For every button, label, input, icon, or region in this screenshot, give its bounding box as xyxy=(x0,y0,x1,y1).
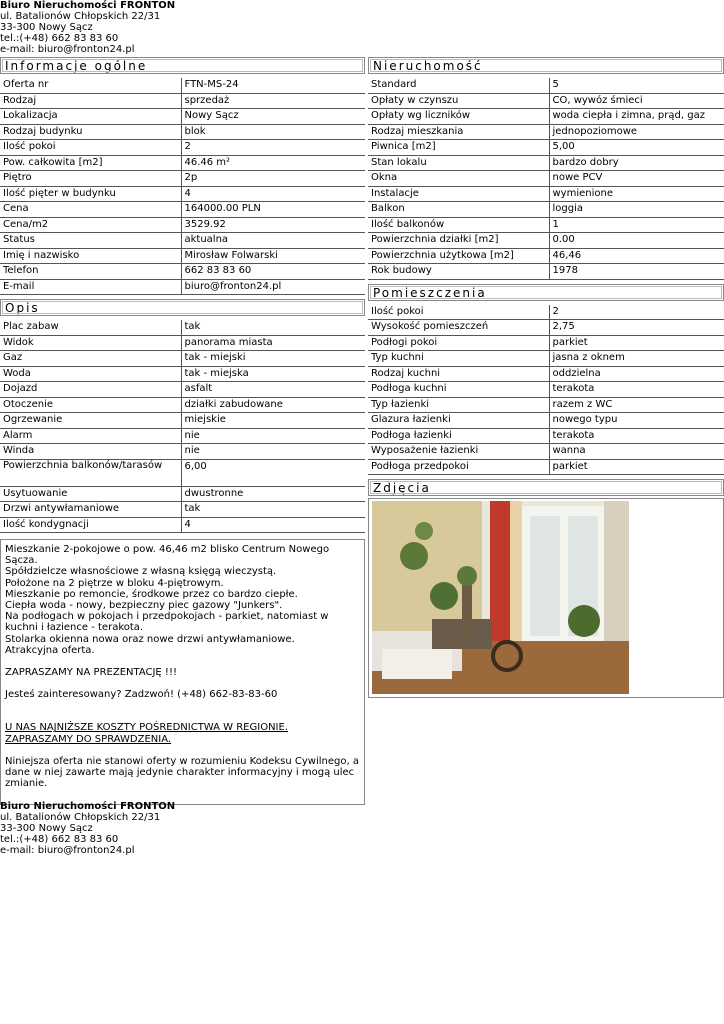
row-label: Ilość pięter w budynku xyxy=(0,186,181,202)
row-label: Lokalizacja xyxy=(0,109,181,125)
table-row xyxy=(368,233,724,249)
table-row xyxy=(368,93,724,109)
row-label: Alarm xyxy=(0,428,181,444)
row-label: Stan lokalu xyxy=(368,155,549,171)
description-line: Spółdzielcze własnościowe z własną księgą wieczystą. xyxy=(5,566,277,578)
table-row xyxy=(0,124,365,140)
description-line: Stolarka okienna nowa oraz nowe drzwi antywłamaniowe. xyxy=(5,633,295,645)
table-row xyxy=(368,140,724,156)
row-value: 4 xyxy=(181,186,365,202)
row-value: 2,75 xyxy=(549,320,724,336)
table-row xyxy=(0,186,365,202)
description-line: Ciepła woda - nowy, bezpieczny piec gazowy "Junkers". xyxy=(5,600,283,612)
description-line: Mieszkanie 2-pokojowe o pow. 46,46 m2 blisko Centrum Nowego Sącza. xyxy=(5,544,330,567)
opis-table xyxy=(0,320,365,533)
row-value: nie xyxy=(181,428,365,444)
row-value: nie xyxy=(181,444,365,460)
row-value: 2p xyxy=(181,171,365,187)
table-row xyxy=(368,109,724,125)
table-row xyxy=(368,124,724,140)
table-row xyxy=(368,171,724,187)
table-row xyxy=(368,217,724,233)
table-row xyxy=(0,459,365,486)
table-row xyxy=(368,202,724,218)
section-opis-title: Opis xyxy=(0,299,365,316)
footer-agency-street: ul. Batalionów Chłopskich 22/31 xyxy=(0,812,161,823)
row-value: wanna xyxy=(549,444,724,460)
rooms-table xyxy=(368,305,724,476)
table-row xyxy=(0,413,365,429)
section-property-title: Nieruchomość xyxy=(368,57,724,74)
row-label: Wyposażenie łazienki xyxy=(368,444,549,460)
table-row xyxy=(0,444,365,460)
agency-phone: tel.:(+48) 662 83 83 60 xyxy=(0,33,119,44)
section-general-title: Informacje ogólne xyxy=(0,57,365,74)
row-value: 1 xyxy=(549,217,724,233)
row-value: 2 xyxy=(181,140,365,156)
table-row xyxy=(0,217,365,233)
table-row xyxy=(368,382,724,398)
invite-text: ZAPRASZAMY NA PREZENTACJĘ !!! xyxy=(5,667,177,679)
row-value: nowe PCV xyxy=(549,171,724,187)
row-label: Gaz xyxy=(0,351,181,367)
call-text: Jesteś zainteresowany? Zadzwoń! (+48) 662-83-83-60 xyxy=(5,689,278,701)
table-row xyxy=(0,397,365,413)
row-value: 4 xyxy=(181,517,365,533)
row-label: Status xyxy=(0,233,181,249)
row-value: woda ciepła i zimna, prąd, gaz xyxy=(549,109,724,125)
row-label: Rodzaj kuchni xyxy=(368,366,549,382)
table-row xyxy=(0,320,365,335)
footer-agency-email: e-mail: biuro@fronton24.pl xyxy=(0,845,135,856)
row-label: Powierzchnia działki [m2] xyxy=(368,233,549,249)
row-value: jednopoziomowe xyxy=(549,124,724,140)
row-value: terakota xyxy=(549,382,724,398)
table-row xyxy=(368,397,724,413)
footer-agency-city: 33-300 Nowy Sącz xyxy=(0,823,93,834)
row-label: Piwnica [m2] xyxy=(368,140,549,156)
table-row xyxy=(368,186,724,202)
table-row xyxy=(0,366,365,382)
property-table xyxy=(368,78,724,280)
table-row xyxy=(0,233,365,249)
row-label: Woda xyxy=(0,366,181,382)
table-row xyxy=(0,78,365,93)
row-label: Usytuowanie xyxy=(0,486,181,502)
row-value: 164000.00 PLN xyxy=(181,202,365,218)
row-label: Rodzaj xyxy=(0,93,181,109)
row-label: Podłoga przedpokoi xyxy=(368,459,549,475)
row-value: FTN-MS-24 xyxy=(181,78,365,93)
agency-name: Biuro Nieruchomości FRONTON xyxy=(0,0,176,11)
table-row xyxy=(368,264,724,280)
living-room-photo[interactable] xyxy=(372,501,629,694)
description-line: Atrakcyjna oferta. xyxy=(5,644,95,656)
row-label: Balkon xyxy=(368,202,549,218)
section-photos-title: Zdjęcia xyxy=(368,479,724,496)
agency-header xyxy=(0,0,300,55)
row-label: Drzwi antywłamaniowe xyxy=(0,502,181,518)
row-label: Powierzchnia użytkowa [m2] xyxy=(368,248,549,264)
row-value: 3529.92 xyxy=(181,217,365,233)
table-row xyxy=(0,109,365,125)
row-label: Cena/m2 xyxy=(0,217,181,233)
row-label: Podłoga kuchni xyxy=(368,382,549,398)
row-label: Glazura łazienki xyxy=(368,413,549,429)
row-label: Cena xyxy=(0,202,181,218)
row-label: Pow. całkowita [m2] xyxy=(0,155,181,171)
row-value: dwustronne xyxy=(181,486,365,502)
row-value: 0.00 xyxy=(549,233,724,249)
agency-city: 33-300 Nowy Sącz xyxy=(0,22,93,33)
row-label: Ogrzewanie xyxy=(0,413,181,429)
row-value: Nowy Sącz xyxy=(181,109,365,125)
promo-line-2: ZAPRASZAMY DO SPRAWDZENIA. xyxy=(5,733,172,745)
row-label: Winda xyxy=(0,444,181,460)
footer-agency-phone: tel.:(+48) 662 83 83 60 xyxy=(0,834,119,845)
table-row xyxy=(368,335,724,351)
row-value: 6,00 xyxy=(181,459,365,486)
row-value: 2 xyxy=(549,305,724,320)
row-label: Podłogi pokoi xyxy=(368,335,549,351)
table-row xyxy=(0,202,365,218)
row-value: 5 xyxy=(549,78,724,93)
row-value: bardzo dobry xyxy=(549,155,724,171)
row-label: Dojazd xyxy=(0,382,181,398)
row-label: Opłaty w czynszu xyxy=(368,93,549,109)
row-value: parkiet xyxy=(549,335,724,351)
row-label: Otoczenie xyxy=(0,397,181,413)
row-value: CO, wywóz śmieci xyxy=(549,93,724,109)
agency-street: ul. Batalionów Chłopskich 22/31 xyxy=(0,11,161,22)
row-value: sprzedaż xyxy=(181,93,365,109)
row-value: 5,00 xyxy=(549,140,724,156)
row-label: Oferta nr xyxy=(0,78,181,93)
row-label: Telefon xyxy=(0,264,181,280)
table-row xyxy=(0,351,365,367)
row-value: 46.46 m² xyxy=(181,155,365,171)
row-value: loggia xyxy=(549,202,724,218)
row-value: aktualna xyxy=(181,233,365,249)
row-value: asfalt xyxy=(181,382,365,398)
row-value: działki zabudowane xyxy=(181,397,365,413)
row-value: wymienione xyxy=(549,186,724,202)
row-value: tak - miejska xyxy=(181,366,365,382)
row-label: Rodzaj mieszkania xyxy=(368,124,549,140)
row-value: Mirosław Folwarski xyxy=(181,248,365,264)
row-label: Wysokość pomieszczeń xyxy=(368,320,549,336)
right-column xyxy=(368,57,724,698)
row-value: tak - miejski xyxy=(181,351,365,367)
row-label: Rok budowy xyxy=(368,264,549,280)
agency-footer xyxy=(0,801,300,856)
row-label: Imię i nazwisko xyxy=(0,248,181,264)
table-row xyxy=(368,366,724,382)
row-value: blok xyxy=(181,124,365,140)
table-row xyxy=(0,335,365,351)
table-row xyxy=(0,382,365,398)
description-box xyxy=(0,539,365,805)
general-table xyxy=(0,78,365,295)
row-label: Opłaty wg liczników xyxy=(368,109,549,125)
table-row xyxy=(0,93,365,109)
description-text xyxy=(5,544,361,656)
row-value: oddzielna xyxy=(549,366,724,382)
section-rooms-title: Pomieszczenia xyxy=(368,284,724,301)
row-label: Plac zabaw xyxy=(0,320,181,335)
row-value: terakota xyxy=(549,428,724,444)
agency-email: e-mail: biuro@fronton24.pl xyxy=(0,44,135,55)
row-value: tak xyxy=(181,320,365,335)
table-row xyxy=(0,140,365,156)
table-row xyxy=(368,351,724,367)
row-value: parkiet xyxy=(549,459,724,475)
row-label: Piętro xyxy=(0,171,181,187)
row-label: Standard xyxy=(368,78,549,93)
description-line: Mieszkanie po remoncie, środkowe przez co bardzo ciepłe. xyxy=(5,588,298,600)
table-row xyxy=(0,171,365,187)
row-value: miejskie xyxy=(181,413,365,429)
row-value: biuro@fronton24.pl xyxy=(181,279,365,295)
table-row xyxy=(368,305,724,320)
table-row xyxy=(0,264,365,280)
row-value: tak xyxy=(181,502,365,518)
row-value: jasna z oknem xyxy=(549,351,724,367)
table-row xyxy=(0,517,365,533)
row-label: Rodzaj budynku xyxy=(0,124,181,140)
table-row xyxy=(368,428,724,444)
row-label: Ilość balkonów xyxy=(368,217,549,233)
row-label: Powierzchnia balkonów/tarasów xyxy=(0,459,181,486)
row-label: E-mail xyxy=(0,279,181,295)
row-label: Instalacje xyxy=(368,186,549,202)
row-label: Typ łazienki xyxy=(368,397,549,413)
row-label: Ilość kondygnacji xyxy=(0,517,181,533)
photos-box xyxy=(368,498,724,698)
table-row xyxy=(0,486,365,502)
row-label: Podłoga łazienki xyxy=(368,428,549,444)
table-row xyxy=(0,428,365,444)
table-row xyxy=(368,413,724,429)
row-label: Ilość pokoi xyxy=(368,305,549,320)
row-value: panorama miasta xyxy=(181,335,365,351)
table-row xyxy=(0,155,365,171)
row-label: Okna xyxy=(368,171,549,187)
left-column xyxy=(0,57,365,805)
table-row xyxy=(0,279,365,295)
description-line: Na podłogach w pokojach i przedpokojach - parkiet, natomiast w kuchni i łazience - terakota. xyxy=(5,611,329,634)
table-row xyxy=(0,502,365,518)
table-row xyxy=(368,459,724,475)
row-value: razem z WC xyxy=(549,397,724,413)
row-value: 1978 xyxy=(549,264,724,280)
row-label: Widok xyxy=(0,335,181,351)
disclaimer-text: Niniejsza oferta nie stanowi oferty w rozumieniu Kodeksu Cywilnego, a dane w niej zawarte mają jedynie charakter informacyjny i mogą ulec zmianie. xyxy=(5,755,359,790)
row-value: 46,46 xyxy=(549,248,724,264)
table-row xyxy=(368,248,724,264)
description-line: Położone na 2 piętrze w bloku 4-piętrowym. xyxy=(5,577,224,589)
promo-line-1: U NAS NAJNIŻSZE KOSZTY POŚREDNICTWA W REGIONIE. xyxy=(5,722,288,734)
row-value: 662 83 83 60 xyxy=(181,264,365,280)
footer-agency-name: Biuro Nieruchomości FRONTON xyxy=(0,801,176,812)
table-row xyxy=(0,248,365,264)
table-row xyxy=(368,155,724,171)
row-value: nowego typu xyxy=(549,413,724,429)
table-row xyxy=(368,78,724,93)
row-label: Ilość pokoi xyxy=(0,140,181,156)
table-row xyxy=(368,320,724,336)
row-label: Typ kuchni xyxy=(368,351,549,367)
table-row xyxy=(368,444,724,460)
